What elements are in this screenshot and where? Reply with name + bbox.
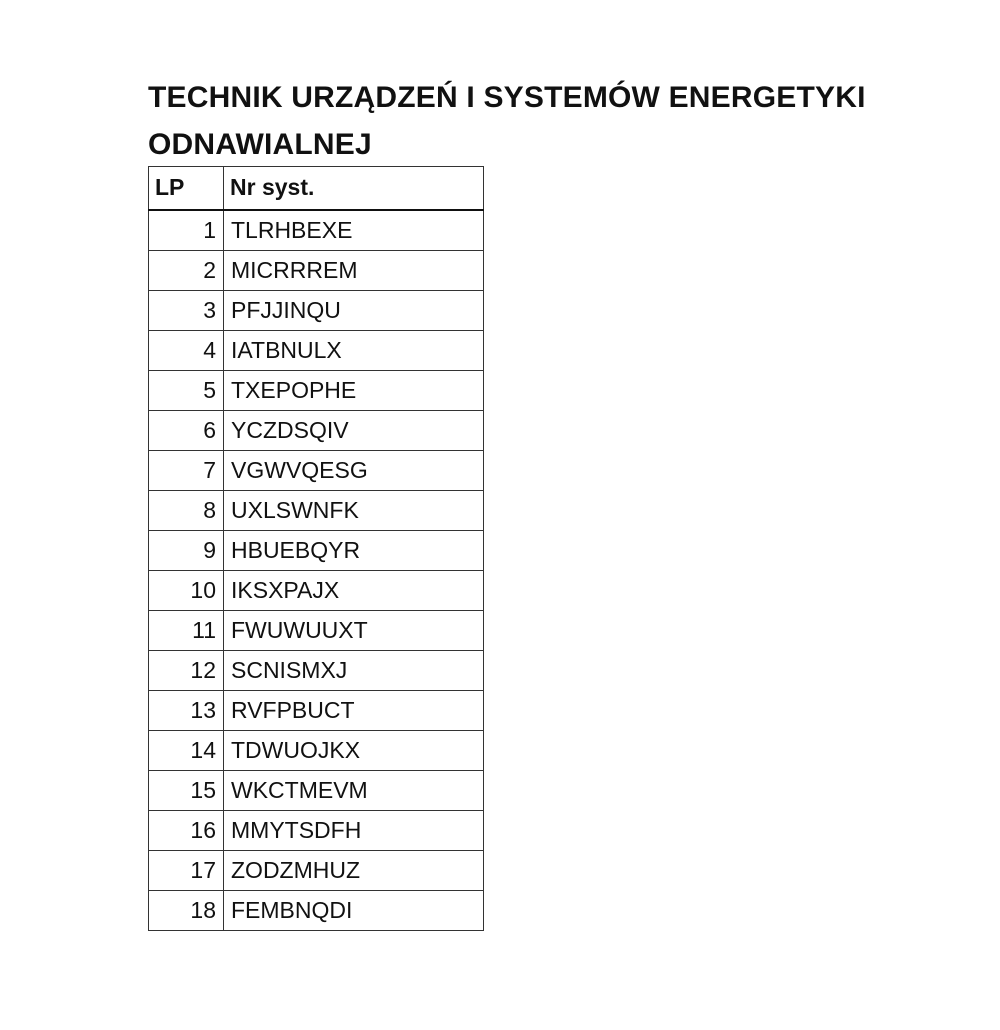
table-header-row — [149, 167, 484, 210]
cell-nr-syst: FEMBNQDI — [224, 890, 484, 930]
table-row — [149, 730, 484, 770]
cell-nr-syst: FWUWUUXT — [224, 610, 484, 650]
header-nr-syst: Nr syst. — [224, 167, 484, 210]
cell-nr-syst: UXLSWNFK — [224, 490, 484, 530]
cell-lp: 14 — [149, 730, 224, 770]
cell-lp: 8 — [149, 490, 224, 530]
table-row — [149, 770, 484, 810]
table-row — [149, 290, 484, 330]
cell-nr-syst: PFJJINQU — [224, 290, 484, 330]
cell-nr-syst: MMYTSDFH — [224, 810, 484, 850]
systems-table — [148, 166, 484, 931]
table-row — [149, 570, 484, 610]
document-title — [148, 74, 928, 168]
table-row — [149, 450, 484, 490]
table-row — [149, 530, 484, 570]
title-line-2: ODNAWIALNEJ — [148, 128, 372, 161]
cell-nr-syst: HBUEBQYR — [224, 530, 484, 570]
cell-lp: 7 — [149, 450, 224, 490]
cell-lp: 15 — [149, 770, 224, 810]
cell-nr-syst: ZODZMHUZ — [224, 850, 484, 890]
cell-lp: 5 — [149, 370, 224, 410]
cell-nr-syst: TXEPOPHE — [224, 370, 484, 410]
cell-lp: 3 — [149, 290, 224, 330]
cell-lp: 4 — [149, 330, 224, 370]
cell-lp: 9 — [149, 530, 224, 570]
cell-nr-syst: IATBNULX — [224, 330, 484, 370]
cell-lp: 10 — [149, 570, 224, 610]
table-row — [149, 410, 484, 450]
table-row — [149, 370, 484, 410]
cell-lp: 16 — [149, 810, 224, 850]
cell-nr-syst: WKCTMEVM — [224, 770, 484, 810]
table-row — [149, 810, 484, 850]
table-row — [149, 690, 484, 730]
cell-lp: 1 — [149, 210, 224, 251]
cell-nr-syst: YCZDSQIV — [224, 410, 484, 450]
table-row — [149, 490, 484, 530]
header-lp: LP — [149, 167, 224, 210]
title-line-1: TECHNIK URZĄDZEŃ I SYSTEMÓW ENERGETYKI — [148, 81, 866, 114]
cell-lp: 12 — [149, 650, 224, 690]
table-row — [149, 650, 484, 690]
cell-nr-syst: SCNISMXJ — [224, 650, 484, 690]
cell-nr-syst: TLRHBEXE — [224, 210, 484, 251]
cell-lp: 2 — [149, 250, 224, 290]
cell-lp: 18 — [149, 890, 224, 930]
table-row — [149, 850, 484, 890]
table-row — [149, 890, 484, 930]
cell-nr-syst: VGWVQESG — [224, 450, 484, 490]
table-row — [149, 330, 484, 370]
cell-lp: 17 — [149, 850, 224, 890]
cell-nr-syst: TDWUOJKX — [224, 730, 484, 770]
cell-lp: 6 — [149, 410, 224, 450]
table-row — [149, 610, 484, 650]
table-body — [149, 210, 484, 931]
cell-nr-syst: RVFPBUCT — [224, 690, 484, 730]
cell-nr-syst: MICRRREM — [224, 250, 484, 290]
table-row — [149, 250, 484, 290]
cell-nr-syst: IKSXPAJX — [224, 570, 484, 610]
table-row — [149, 210, 484, 251]
cell-lp: 11 — [149, 610, 224, 650]
cell-lp: 13 — [149, 690, 224, 730]
